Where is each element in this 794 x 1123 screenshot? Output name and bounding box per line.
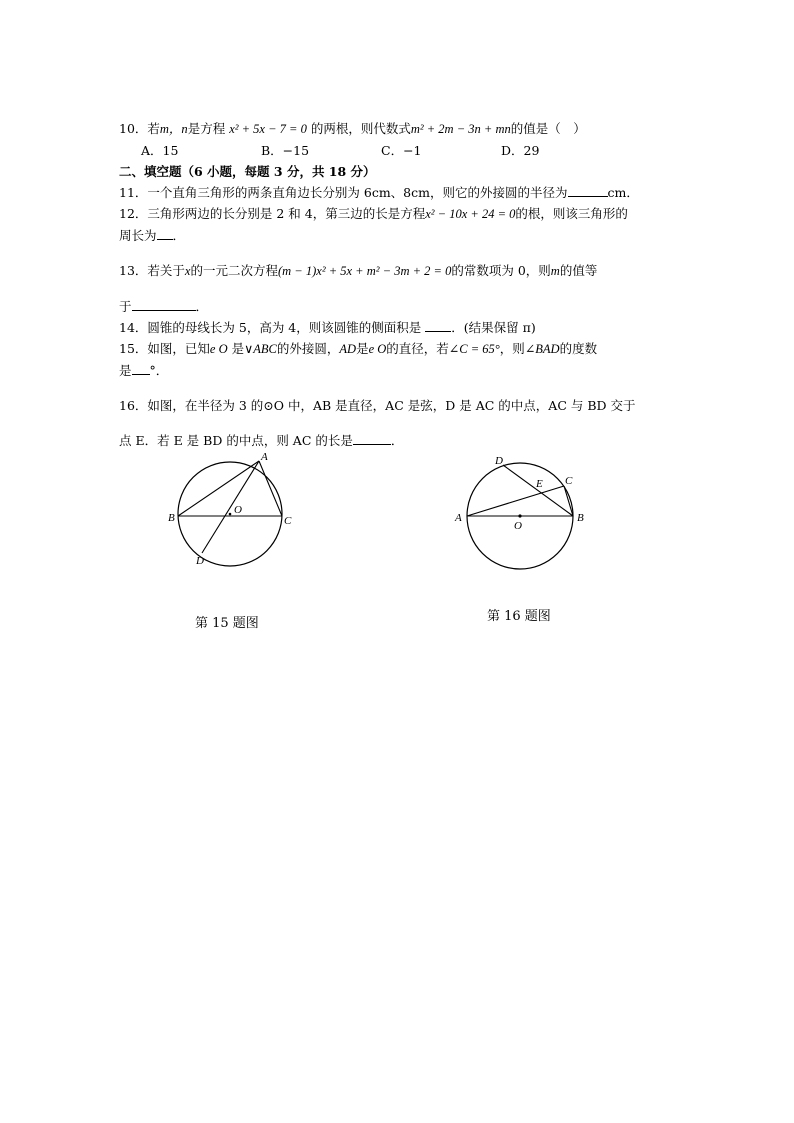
q10-text-c: 的两根，则代数式 xyxy=(310,121,411,136)
fig16-line-bd xyxy=(503,465,573,516)
q10-option-a: A．15 xyxy=(141,143,179,158)
q13-text-b: 的一元二次方程 xyxy=(190,263,278,278)
q15-text-e: 的直径，若 xyxy=(386,341,449,356)
fig16-line-ac xyxy=(467,486,564,516)
q15-text-d: 是 xyxy=(356,341,369,356)
q15-angle-bad: ∠BAD xyxy=(524,342,560,356)
q13-text-a: 13．若关于 xyxy=(119,263,185,278)
fig15-label-a: A xyxy=(261,451,268,463)
q16-end: ． xyxy=(390,433,404,448)
q10-expression: m² + 2m − 3n + mn xyxy=(410,122,511,136)
q15-text-b: 是 xyxy=(231,341,245,356)
q12-end: ． xyxy=(172,228,186,243)
question-15-line-2 xyxy=(119,360,679,381)
q10-option-d: D．29 xyxy=(501,143,540,158)
fig16-label-b: B xyxy=(577,512,584,524)
q10-text-b: 是方程 xyxy=(187,121,226,136)
q15-text-c: 的外接圆， xyxy=(276,341,340,356)
q13-end: ． xyxy=(195,299,209,314)
fig15-label-d: D xyxy=(196,555,204,567)
fig16-label-c: C xyxy=(565,475,573,487)
fig15-line-ba xyxy=(178,461,259,516)
q12-text-a: 12．三角形两边的长分别是 2 和 4，第三边的长是方程 xyxy=(119,206,426,221)
q10-option-c: C．−1 xyxy=(381,143,422,158)
q12-equation: x² − 10x + 24 = 0 xyxy=(425,207,516,221)
question-13 xyxy=(119,260,679,282)
fig15-caption: 第 15 题图 xyxy=(195,616,259,631)
fig15-line-ac xyxy=(259,461,282,516)
question-12 xyxy=(119,203,679,225)
q15-text-g: 的度数 xyxy=(559,341,598,356)
q15-text-f: ，则 xyxy=(499,341,525,356)
fig15-line-ad xyxy=(202,461,259,553)
q10-choices xyxy=(119,140,679,161)
q13-text-c: 的常数项为 0，则 xyxy=(451,263,551,278)
q10-equation: x² + 5x − 7 = 0 xyxy=(229,122,307,136)
q12-line2: 周长为 xyxy=(119,228,157,243)
q14-text-a: 14．圆锥的母线长为 5，高为 4，则该圆锥的侧面积是 xyxy=(119,320,422,335)
fig15-label-b: B xyxy=(168,512,175,524)
figure-15 xyxy=(160,448,310,573)
q13-var-x: x xyxy=(184,264,191,278)
question-16: 16．如图，在半径为 3 的⊙O 中，AB 是直径，AC 是弦，D 是 AC 的中点，AC 与 BD 交于 xyxy=(119,398,636,413)
q13-blank xyxy=(132,296,196,311)
question-10 xyxy=(119,118,679,140)
question-15 xyxy=(119,338,679,360)
q10-number: 10．若 xyxy=(119,121,160,136)
q13-text-d: 的值等 xyxy=(559,263,598,278)
figure-16 xyxy=(450,450,595,575)
q13-var-m: m xyxy=(550,264,560,278)
q10-vars: m，n xyxy=(159,122,188,136)
q15-line2: 是 xyxy=(119,363,132,378)
q15-ad: AD xyxy=(339,342,357,356)
fig15-label-c: C xyxy=(284,515,292,527)
q15-circle-o: e O xyxy=(209,342,228,356)
q11-blank xyxy=(568,182,608,197)
q15-circle-o-2: e O xyxy=(368,342,387,356)
fig16-label-o: O xyxy=(514,520,522,532)
q16-line2: 点 E．若 E 是 BD 的中点，则 AC 的长是 xyxy=(119,433,353,448)
question-13-line-2 xyxy=(119,296,679,317)
q16-blank xyxy=(353,430,391,445)
q12-text-b: 的根，则该三角形的 xyxy=(515,206,628,221)
fig15-label-o: O xyxy=(234,504,242,516)
q15-blank xyxy=(132,360,150,375)
q14-text-b: ．(结果保留 π) xyxy=(451,320,536,335)
q15-text-a: 15．如图，已知 xyxy=(119,341,210,356)
fig16-label-e: E xyxy=(536,478,543,490)
fig16-line-cb xyxy=(564,486,573,516)
question-block xyxy=(119,118,679,451)
fig16-label-d: D xyxy=(495,455,503,467)
q14-blank xyxy=(425,317,451,332)
fig16-caption: 第 16 题图 xyxy=(487,609,551,624)
q13-equation: (m − 1)x² + 5x + m² − 3m + 2 = 0 xyxy=(277,264,452,278)
question-11 xyxy=(119,182,679,203)
fig16-label-a: A xyxy=(455,512,462,524)
fig16-center-dot xyxy=(518,514,521,517)
q10-text-d: 的值是（ ） xyxy=(510,121,586,136)
q15-angle-c: ∠C = 65° xyxy=(448,342,500,356)
q15-end: °． xyxy=(149,363,169,378)
q12-blank xyxy=(157,225,173,240)
section-2-header: 二、填空题（6 小题，每题 3 分，共 18 分） xyxy=(119,164,376,179)
q15-triangle: ∨ABC xyxy=(244,342,277,356)
q11-unit: cm． xyxy=(607,185,639,200)
q13-line2: 于 xyxy=(119,299,132,314)
question-12-line-2 xyxy=(119,225,679,246)
q11-text: 11．一个直角三角形的两条直角边长分别为 6cm、8cm，则它的外接圆的半径为 xyxy=(119,185,568,200)
fig15-center-dot xyxy=(229,513,232,516)
question-14 xyxy=(119,317,679,338)
q10-option-b: B．−15 xyxy=(261,143,310,158)
